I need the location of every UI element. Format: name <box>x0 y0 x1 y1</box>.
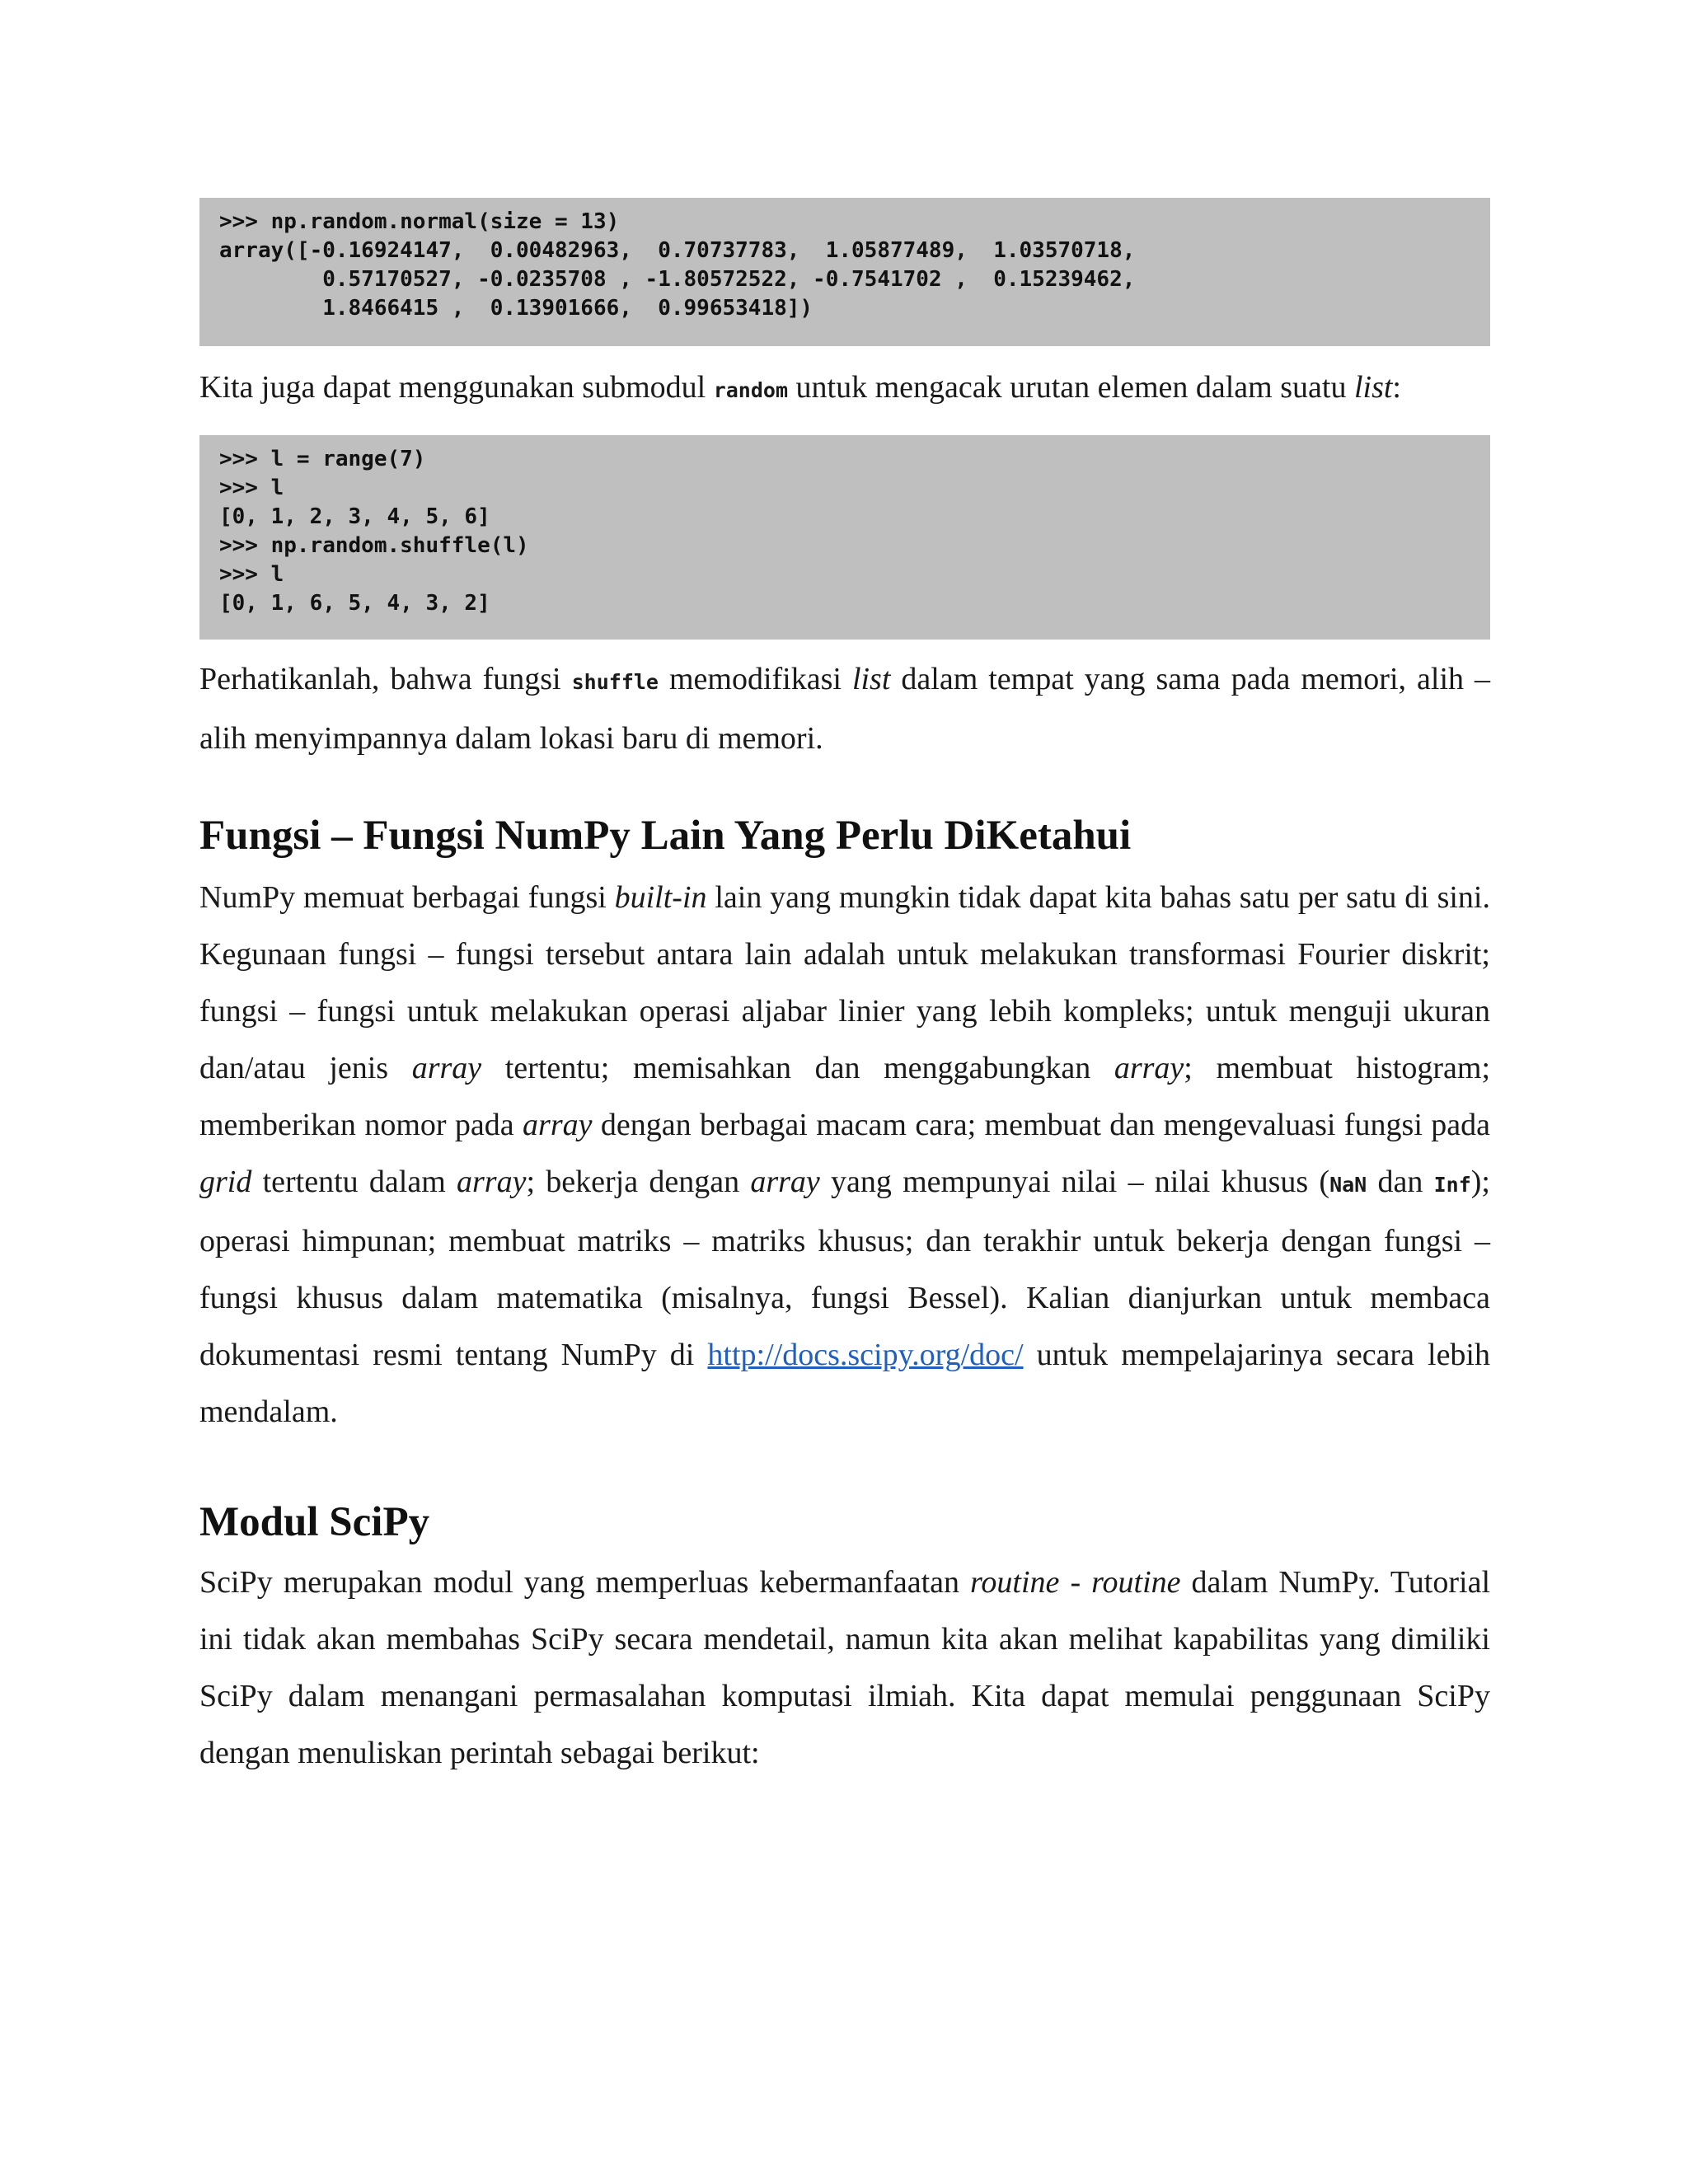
italic-text: grid <box>199 1165 252 1199</box>
code-line: >>> l <box>219 562 284 587</box>
code-line: array([-0.16924147, 0.00482963, 0.70737783, 1.05877489, 1.03570718, <box>219 238 1136 263</box>
text: NumPy memuat berbagai fungsi <box>199 880 615 915</box>
paragraph-random <box>199 359 1490 419</box>
italic-text: routine <box>1091 1565 1181 1600</box>
inline-code: random <box>713 378 789 402</box>
code-line: >>> np.random.shuffle(l) <box>219 533 529 558</box>
text: untuk mempelajarinya secara lebih mendalam. <box>199 1338 1490 1429</box>
code-line: >>> np.random.normal(size = 13) <box>219 209 620 234</box>
numpy-docs-link[interactable]: http://docs.scipy.org/doc/ <box>707 1338 1024 1372</box>
code-line: [0, 1, 6, 5, 4, 3, 2] <box>219 591 490 616</box>
text: memodifikasi <box>658 662 852 696</box>
text: dan <box>1367 1165 1434 1199</box>
text: SciPy merupakan modul yang memperluas kebermanfaatan <box>199 1565 971 1600</box>
italic-text: array <box>411 1051 482 1085</box>
text: ; bekerja dengan <box>526 1165 751 1199</box>
text: tertentu dalam <box>251 1165 457 1199</box>
code-line: 1.8466415 , 0.13901666, 0.99653418]) <box>219 296 814 321</box>
text: ); operasi himpunan; membuat matriks – matriks khusus; dan terakhir untuk bekerja dengan fungsi – fungsi khusus dalam matematika (misalnya, fungsi Bessel). Kalian dianjurkan untuk membaca dokumentasi resmi tentang NumPy di <box>199 1165 1490 1372</box>
italic-text: array <box>523 1108 593 1142</box>
text: dalam tempat yang sama pada memori, alih – alih menyimpannya dalam lokasi baru di memori. <box>199 662 1491 756</box>
inline-code: Inf <box>1433 1173 1471 1197</box>
section-heading-scipy: Modul SciPy <box>199 1499 430 1545</box>
code-line: >>> l <box>219 476 284 500</box>
text: tertentu; memisahkan dan menggabungkan <box>481 1051 1114 1085</box>
code-line: 0.57170527, -0.0235708 , -1.80572522, -0.7541702 , 0.15239462, <box>219 267 1136 292</box>
text: untuk mengacak urutan elemen dalam suatu <box>788 370 1354 405</box>
italic-text: list <box>1353 370 1393 405</box>
inline-code: shuffle <box>571 670 659 694</box>
text: lain yang mungkin tidak dapat kita bahas satu per satu di sini. Kegunaan fungsi – fungsi tersebut antara lain adalah untuk melakukan transformasi Fourier diskrit; fungsi – fungsi untuk melakukan operasi aljabar linier yang lebih kompleks; untuk menguji ukuran dan/atau jenis <box>199 880 1490 1085</box>
paragraph-shuffle <box>199 651 1490 767</box>
code-block-normal <box>199 198 1490 346</box>
paragraph-numpy-functions <box>199 869 1490 1441</box>
document-page <box>199 198 1490 1782</box>
paragraph-scipy <box>199 1554 1490 1782</box>
italic-text: array <box>1114 1051 1184 1085</box>
code-line: >>> l = range(7) <box>219 447 426 471</box>
italic-text: list <box>851 662 891 696</box>
text: dalam NumPy. Tutorial ini tidak akan membahas SciPy secara mendetail, namun kita akan melihat kapabilitas yang dimiliki SciPy dalam menangani permasalahan komputasi ilmiah. Kita dapat memulai penggunaan SciPy dengan menuliskan perintah sebagai berikut: <box>199 1565 1491 1770</box>
inline-code: NaN <box>1329 1173 1367 1197</box>
text: : <box>1392 370 1401 405</box>
text: - <box>1059 1565 1092 1600</box>
italic-text: array <box>457 1165 527 1199</box>
italic-text: routine <box>970 1565 1060 1600</box>
text: dengan berbagai macam cara; membuat dan mengevaluasi fungsi pada <box>592 1108 1491 1142</box>
text: yang mempunyai nilai – nilai khusus ( <box>819 1165 1330 1199</box>
italic-text: built-in <box>614 880 707 915</box>
code-line: [0, 1, 2, 3, 4, 5, 6] <box>219 504 490 529</box>
text: ; membuat histogram; memberikan nomor pada <box>199 1051 1490 1142</box>
text: Kita juga dapat menggunakan submodul <box>199 370 714 405</box>
code-block-shuffle <box>199 435 1490 640</box>
section-heading-fungsi: Fungsi – Fungsi NumPy Lain Yang Perlu DiKetahui <box>199 813 1132 859</box>
italic-text: array <box>750 1165 820 1199</box>
text: Perhatikanlah, bahwa fungsi <box>199 662 572 696</box>
